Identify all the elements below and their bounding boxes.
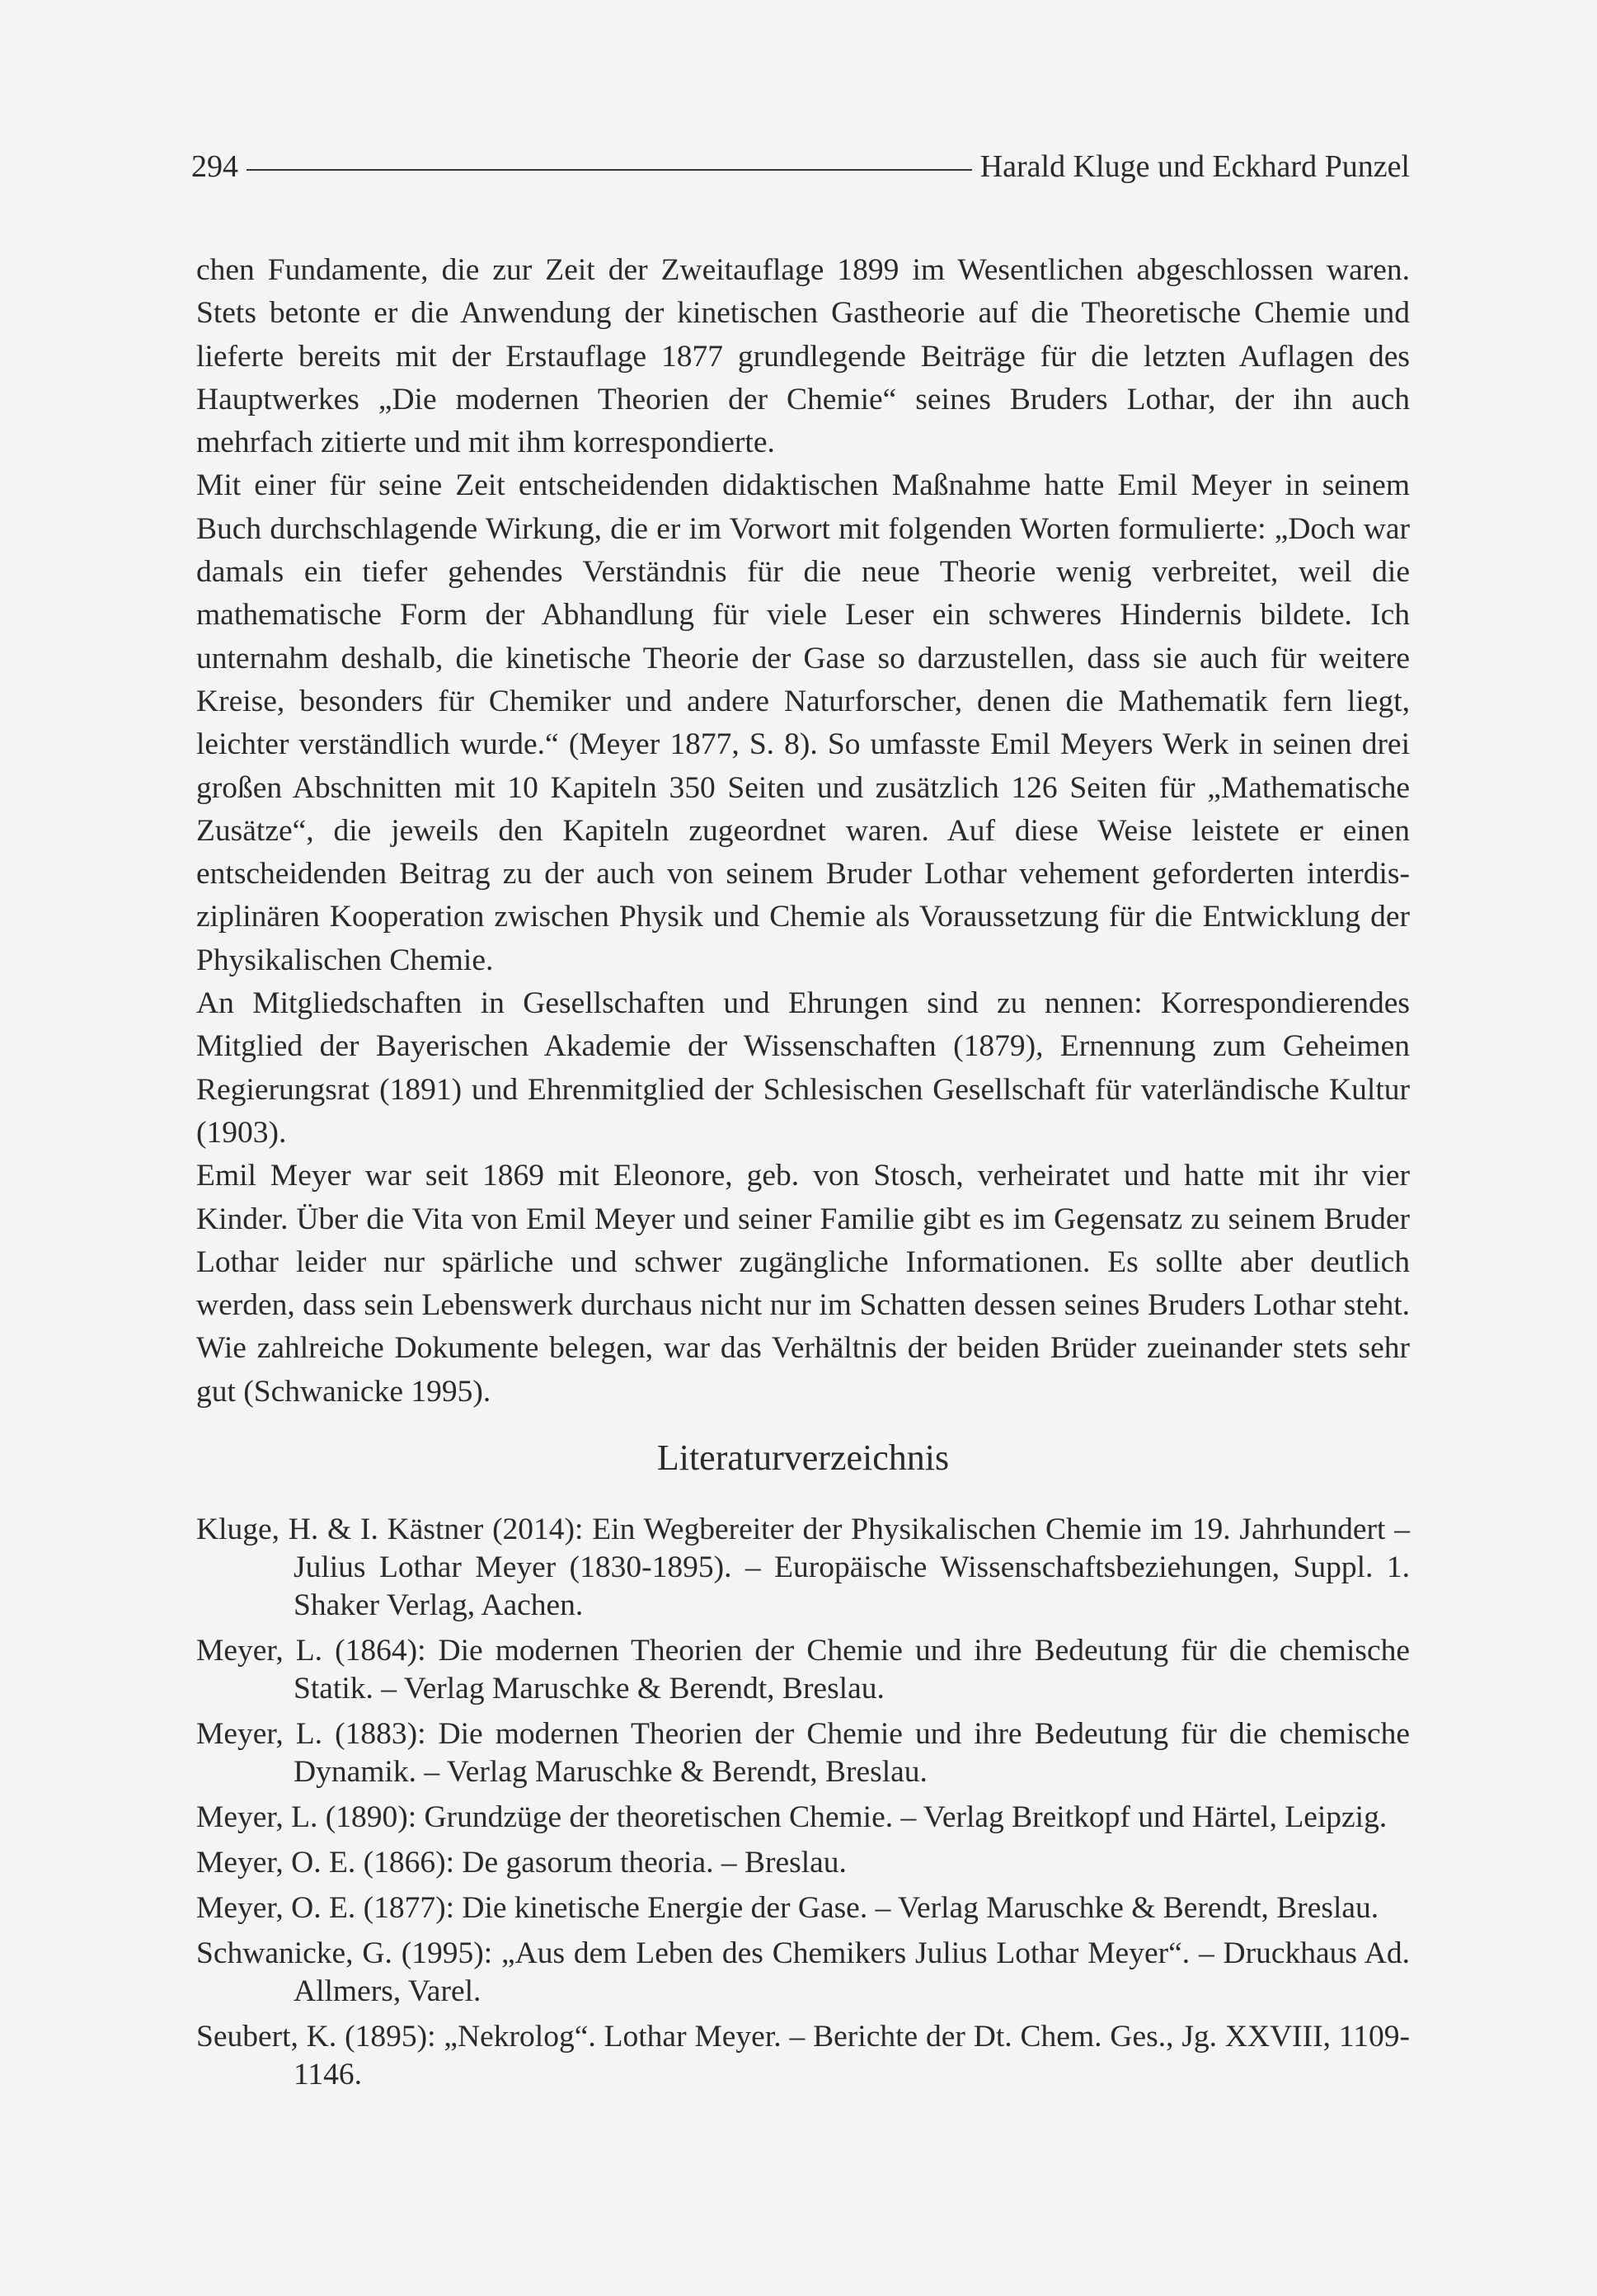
reference-list bbox=[196, 1511, 1410, 2101]
reference-entry: Meyer, O. E. (1866): De gasorum theoria. – Breslau. bbox=[196, 1846, 847, 1880]
section-heading: Literaturverzeichnis bbox=[656, 1437, 950, 1478]
paragraph: Emil Meyer war seit 1869 mit Eleonore, geb. von Stosch, verheiratet und hatte mit ihr vier Kinder. Über die Vita von Emil Meyer und seiner Familie gibt es im Gegensatz zu seinem Bruder Lothar leider nur spärliche und schwer zugängliche Informationen. Es sollte aber deutlich werden, dass sein Lebenswerk durchaus nicht nur im Schatten dessen seines Bruders Lothar steht. Wie zahlreiche Dokumente belegen, war das Verhältnis der beiden Brüder zueinander stets sehr gut (Schwanicke 1995). bbox=[196, 1159, 1410, 1409]
page-number: 294 bbox=[191, 149, 238, 184]
running-head: Harald Kluge und Eckhard Punzel bbox=[979, 149, 1410, 184]
reference-entry: Kluge, H. & I. Kästner (2014): Ein Wegbereiter der Physikalischen Chemie im 19. Jahrhundert – Julius Lothar Meyer (1830-1895). – Europäische Wissenschaftsbeziehungen, Suppl. 1. Shaker Verlag, Aachen. bbox=[196, 1513, 1410, 1622]
reference-entry: Seubert, K. (1895): „Nekrolog“. Lothar Meyer. – Berichte der Dt. Chem. Ges., Jg. XXVIII, 1109-1146. bbox=[196, 2020, 1410, 2091]
reference-entry: Meyer, L. (1864): Die modernen Theorien der Chemie und ihre Bedeutung für die chemische Statik. – Verlag Maruschke & Berendt, Breslau. bbox=[196, 1634, 1410, 1706]
reference-entry: Meyer, O. E. (1877): Die kinetische Energie der Gase. – Verlag Maruschke & Berendt, Breslau. bbox=[196, 1891, 1379, 1925]
reference-entry: Schwanicke, G. (1995): „Aus dem Leben des Chemikers Julius Lothar Meyer“. – Druckhaus Ad. Allmers, Varel. bbox=[196, 1936, 1410, 2008]
paragraph: Mit einer für seine Zeit entscheidenden didaktischen Maßnahme hatte Emil Meyer in seinem Buch durchschlagende Wirkung, die er im Vorwort mit folgenden Worten formulierte: „Doch war damals ein tiefer gehendes Verständnis für die neue Theorie wenig verbreitet, weil die mathematische Form der Abhandlung für viele Leser ein schweres Hindernis bildete. Ich unternahm deshalb, die kinetische Theorie der Gase so darzustellen, dass sie auch für weitere Kreise, besonders für Chemiker und andere Naturforscher, denen die Mathematik fern liegt, leichter verständlich wurde.“ (Meyer 1877, S. 8). So umfasste Emil Meyers Werk in seinen drei großen Abschnitten mit 10 Kapiteln 350 Seiten und zusätzlich 126 Seiten für „Mathematische Zusätze“, die jeweils den Kapiteln zugeordnet waren. Auf diese Weise leistete er einen entscheidenden Beitrag zu der auch von seinem Bruder Lothar vehement geforderten interdisziplinären Kooperation zwischen Physik und Chemie als Voraussetzung für die Entwicklung der Physikalischen Chemie. bbox=[196, 468, 1410, 977]
reference-entry: Meyer, L. (1890): Grundzüge der theoretischen Chemie. – Verlag Breitkopf und Härtel, Leipzig. bbox=[196, 1800, 1388, 1834]
page-header bbox=[191, 142, 1410, 191]
header-rule bbox=[247, 169, 972, 171]
paragraph: chen Fundamente, die zur Zeit der Zweitauflage 1899 im Wesentlichen abgeschlossen waren. Stets betonte er die Anwendung der kinetischen Gastheorie auf die Theoretische Chemie und lieferte bereits mit der Erstauflage 1877 grundlegende Beiträge für die letzten Auflagen des Hauptwerkes „Die modernen Theorien der Chemie“ seines Bruders Lothar, der ihn auch mehrfach zitierte und mit ihm korrespondierte. bbox=[196, 253, 1410, 460]
reference-entry: Meyer, L. (1883): Die modernen Theorien der Chemie und ihre Bedeutung für die chemische Dynamik. – Verlag Maruschke & Berendt, Breslau. bbox=[196, 1717, 1410, 1789]
paragraph: An Mitgliedschaften in Gesellschaften und Ehrungen sind zu nennen: Korrespondierendes Mitglied der Bayerischen Akademie der Wissenschaften (1879), Ernennung zum Geheimen Regierungsrat (1891) und Ehrenmitglied der Schlesischen Gesellschaft für vaterländische Kultur (1903). bbox=[196, 986, 1410, 1150]
body-text bbox=[196, 249, 1410, 1414]
